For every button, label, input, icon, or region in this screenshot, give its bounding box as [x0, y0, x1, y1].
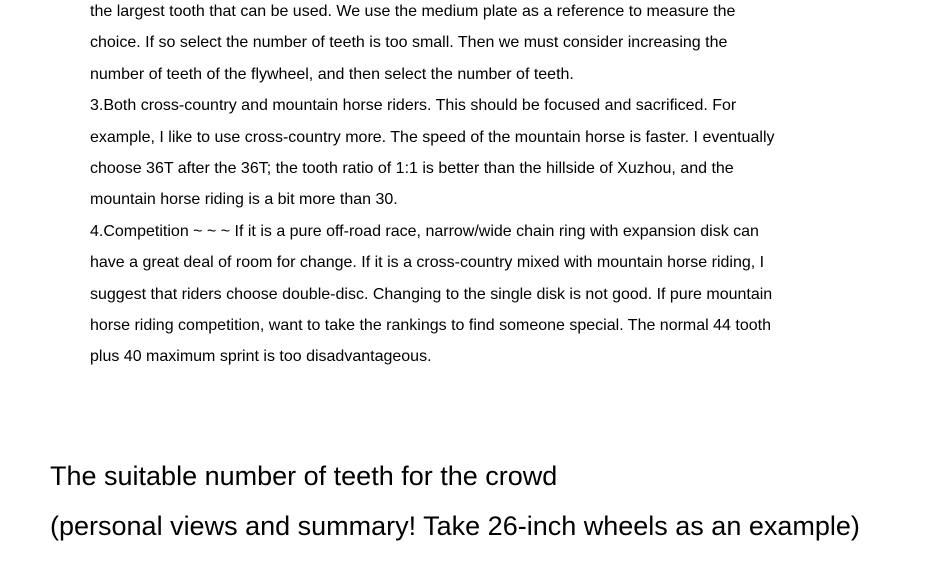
article-line: number of teeth of the flywheel, and then select the number of teeth. [90, 65, 574, 83]
article-line: plus 40 maximum sprint is too disadvantageous. [90, 348, 432, 366]
article-line: choice. If so select the number of teeth is too small. Then we must consider increasing the [90, 34, 728, 52]
article-line: 3.Both cross-country and mountain horse riders. This should be focused and sacrificed. For [90, 97, 737, 115]
article-line: suggest that riders choose double-disc. Changing to the single disk is not good. If pure mountain [90, 285, 773, 303]
article-line: mountain horse riding is a bit more than 30. [90, 191, 398, 209]
article-line: have a great deal of room for change. If it is a cross-country mixed with mountain horse riding, I [90, 254, 765, 272]
section-subtitle: (personal views and summary! Take 26-inch wheels as an example) [50, 511, 860, 541]
article-line: the largest tooth that can be used. We use the medium plate as a reference to measure the [90, 3, 736, 20]
article-line: 4.Competition ~ ~ ~ If it is a pure off-road race, narrow/wide chain ring with expansion disk can [90, 222, 759, 240]
section-title: The suitable number of teeth for the crowd [50, 461, 558, 491]
article-body [90, 0, 890, 373]
article-line: horse riding competition, want to take the rankings to find someone special. The normal 44 tooth [90, 317, 771, 335]
article-line: example, I like to use cross-country more. The speed of the mountain horse is faster. I eventually [90, 128, 775, 146]
article-line: choose 36T after the 36T; the tooth ratio of 1:1 is better than the hillside of Xuzhou, and the [90, 160, 734, 178]
